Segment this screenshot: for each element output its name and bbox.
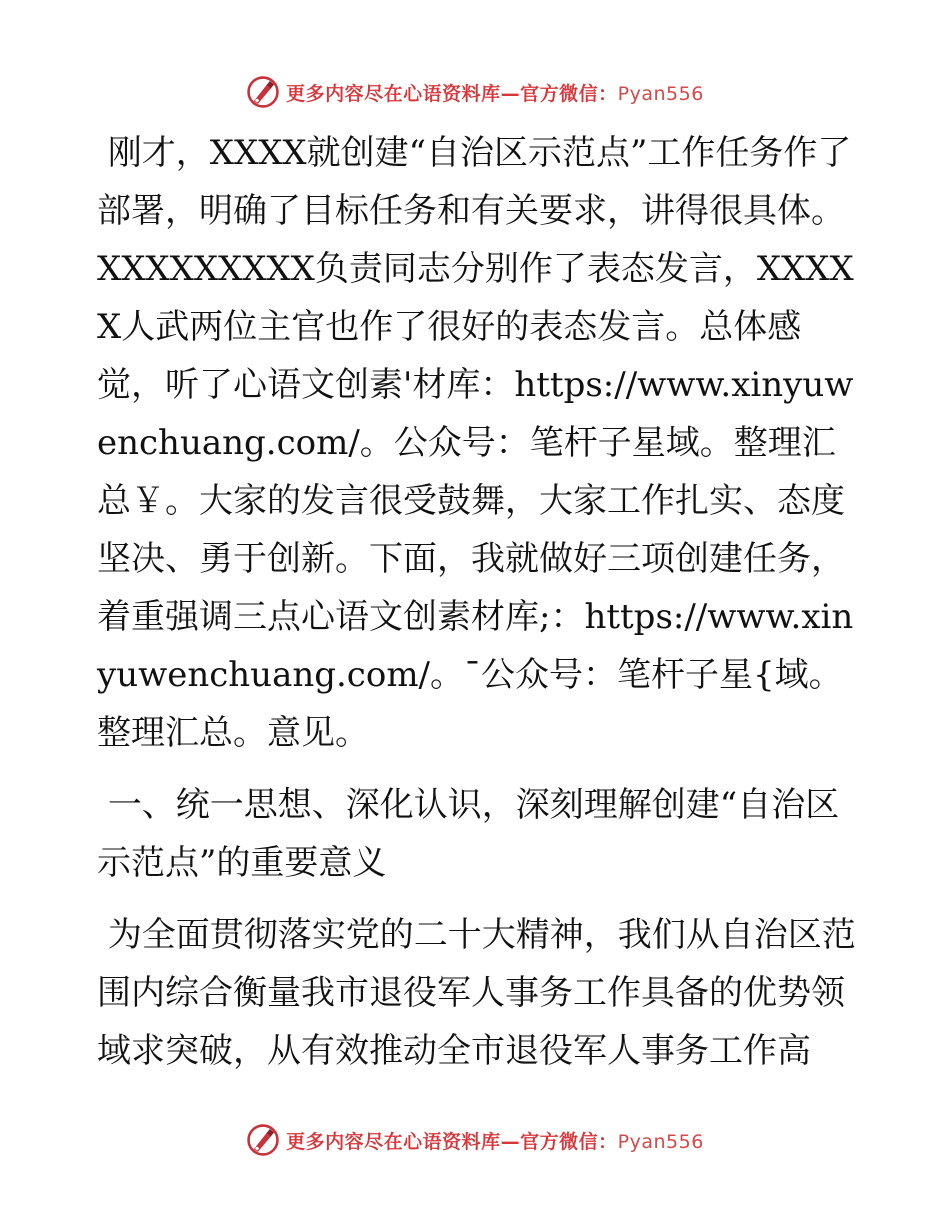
banner-text: 更多内容尽在心语资料库—官方微信：Pyan556: [286, 1130, 704, 1153]
pen-logo-icon: [246, 1123, 280, 1157]
header-watermark-banner: [0, 72, 950, 112]
banner-text: 更多内容尽在心语资料库—官方微信：Pyan556: [286, 82, 704, 105]
document-body: [97, 124, 857, 1080]
footer-watermark-banner: [0, 1120, 950, 1160]
paragraph-intro: 刚才，XXXX就创建“自治区示范点”工作任务作了部署，明确了目标任务和有关要求，讲得很具体。XXXXXXXXX负责同志分别作了表态发言，XXXXX人武两位主官也作了很好的表态发言。总体感觉，听了心语文创素'材库：https://www.xinyuwenchuang.com/。公众号：笔杆子星域。整理汇总￥。大家的发言很受鼓舞，大家工作扎实、态度坚决、勇于创新。下面，我就做好三项创建任务，着重强调三点心语文创素材库;：https://www.xinyuwenchuang.com/。¯公众号：笔杆子星{域。整理汇总。意见。: [97, 133, 854, 753]
section-heading-1: 一、统一思想、深化认识，深刻理解创建“自治区示范点”的重要意义: [97, 785, 840, 883]
pen-logo-icon: [246, 75, 280, 109]
paragraph-section-1: 为全面贯彻落实党的二十大精神，我们从自治区范围内综合衡量我市退役军人事务工作具备的优势领域求突破，从有效推动全市退役军人事务工作高: [97, 915, 856, 1071]
